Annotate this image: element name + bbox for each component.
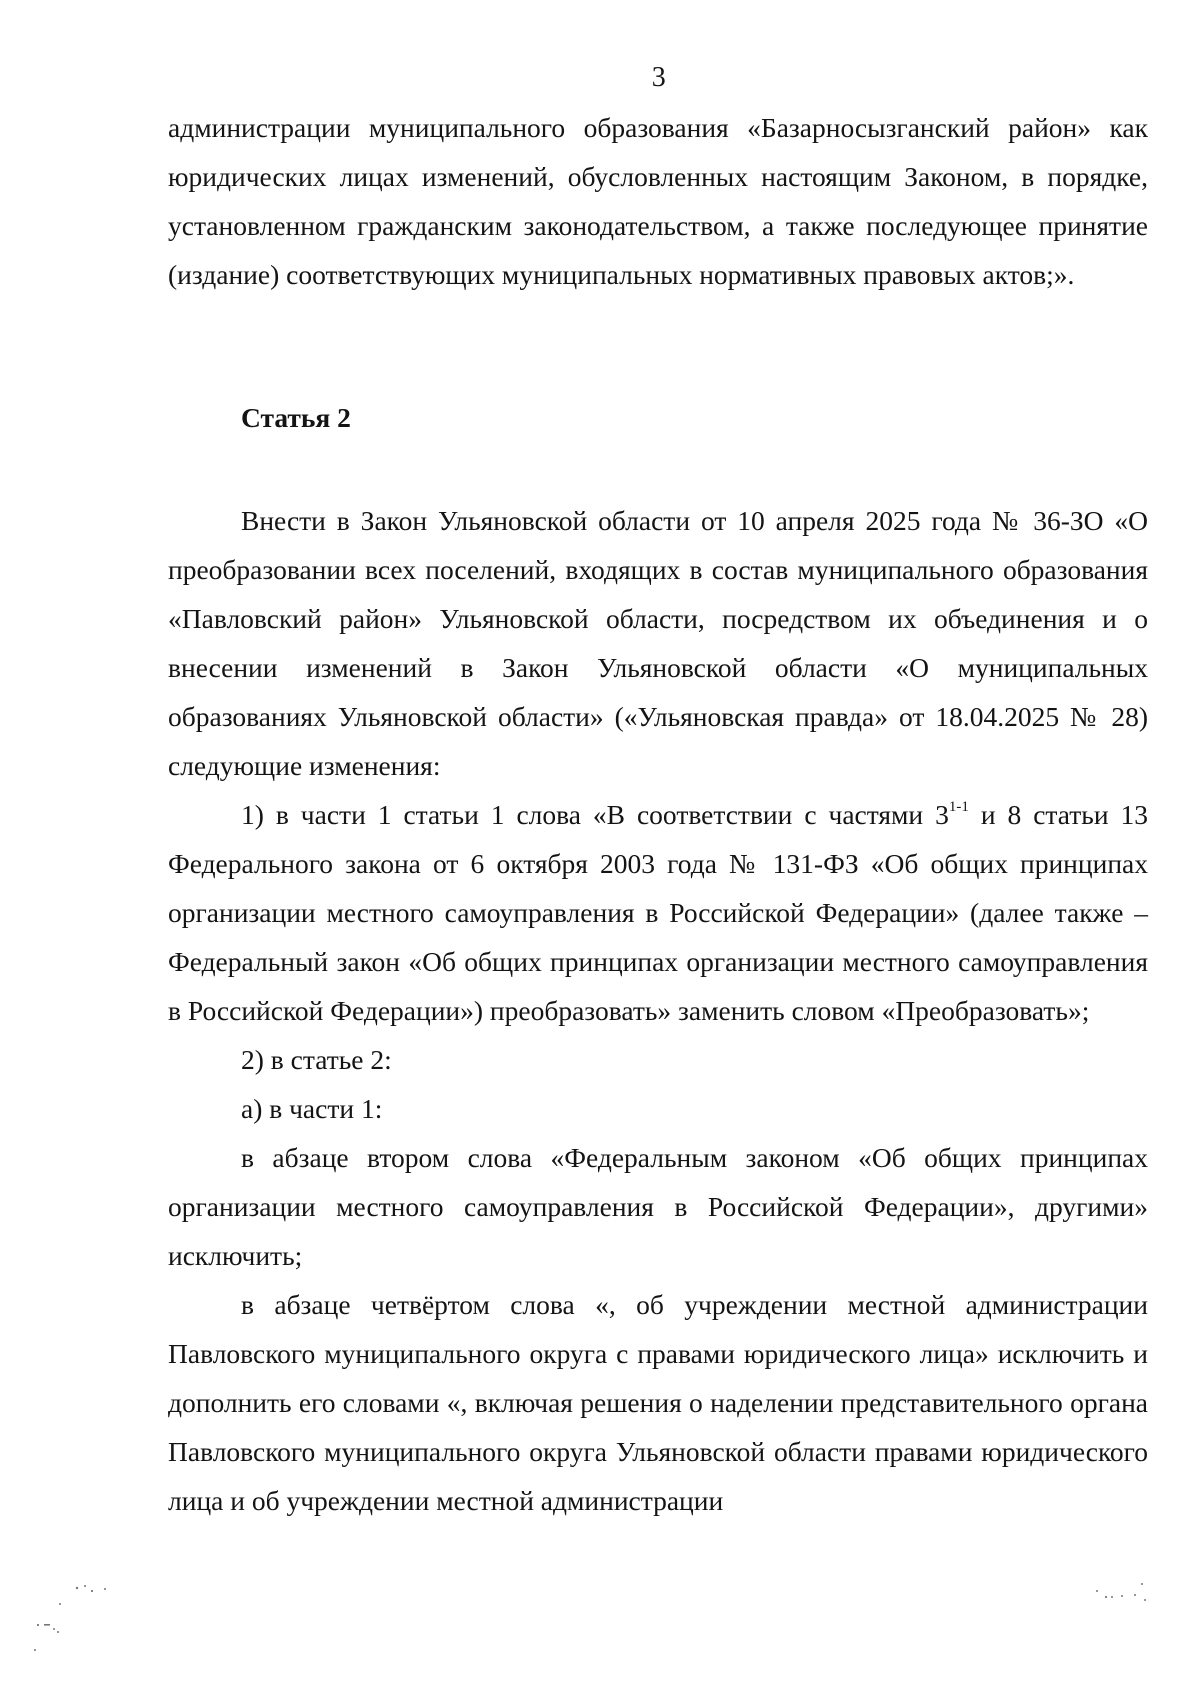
speck: [1111, 1596, 1113, 1598]
speck: [44, 1624, 50, 1626]
speck: [104, 1588, 106, 1590]
item-1-after-sup: и 8 статьи 13 Федерального закона от 6 октября 2003 года № 131-ФЗ «Об общих принципах организации местного самоуправления в Российской Федерации» (далее также – Федеральный закон «Об общих принципах организации местного самоуправления в Российской Федерации») преобразовать» заменить словом «Преобразовать»;: [168, 799, 1148, 1026]
paragraph-second: в абзаце втором слова «Федеральным законом «Об общих принципах организации местного самоуправления в Российской Федерации», другими» исключить;: [168, 1142, 1148, 1271]
speck: [53, 1628, 55, 1630]
scan-specks-left: [30, 1580, 130, 1660]
speck: [91, 1590, 93, 1592]
speck: [1134, 1594, 1136, 1596]
article-intro: Внести в Закон Ульяновской области от 10 апреля 2025 года № 36-ЗО «О преобразовании всех поселений, входящих в состав муниципального образования «Павловский район» Ульяновской области, посредством их объединения и о внесении изменений в Закон Ульяновской области «О муниципальных образованиях Ульяновской области» («Ульяновская правда» от 18.04.2025 № 28) следующие изменения:: [168, 505, 1148, 781]
page-number: 3: [651, 62, 667, 93]
speck: [1144, 1599, 1146, 1601]
item-1-superscript: 1-1: [948, 799, 969, 815]
item-2: 2) в статье 2:: [241, 1044, 392, 1075]
item-2a: а) в части 1:: [241, 1093, 383, 1124]
speck: [1121, 1595, 1123, 1597]
speck: [57, 1631, 59, 1633]
speck: [37, 1624, 39, 1626]
speck: [76, 1587, 78, 1589]
item-1: [168, 790, 1148, 1035]
speck: [34, 1649, 36, 1651]
speck: [59, 1603, 61, 1605]
speck: [1105, 1596, 1107, 1598]
speck: [1141, 1583, 1143, 1585]
paragraph-fourth: в абзаце четвёртом слова «, об учреждении местной администрации Павловского муниципального округа с правами юридического лица» исключить и дополнить его словами «, включая решения о наделении представительного органа Павловского муниципального округа Ульяновской области правами юридического лица и об учреждении местной администрации: [168, 1289, 1148, 1516]
speck: [1096, 1590, 1098, 1592]
article-heading: Статья 2: [241, 402, 351, 433]
item-1-before-sup: 1) в части 1 статьи 1 слова «В соответствии с частями 3: [241, 799, 949, 830]
article-body: [168, 496, 1148, 1525]
speck: [84, 1585, 86, 1587]
continuation-text: администрации муниципального образования «Базарносызганский район» как юридических лицах изменений, обусловленных настоящим Законом, в порядке, установленном гражданским законодательством, а также последующее принятие (издание) соответствующих муниципальных нормативных правовых актов;».: [168, 112, 1148, 290]
scan-specks-right: [1090, 1580, 1190, 1660]
continuation-paragraph: [168, 103, 1148, 299]
